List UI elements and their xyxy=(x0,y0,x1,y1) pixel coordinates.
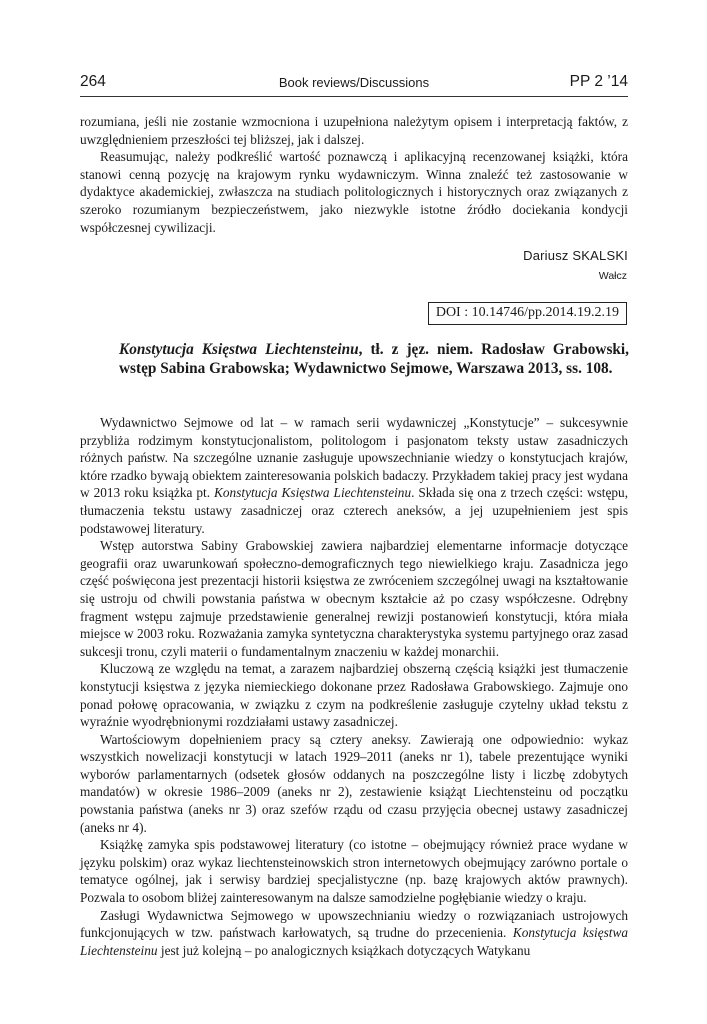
paragraph xyxy=(80,414,628,537)
text-run-italic: Konstytucja Księstwa Liechtensteinu xyxy=(214,485,412,501)
paragraph: Reasumując, należy podkreślić wartość poznawczą i aplikacyjną recenzowanej książki, która stanowi cenną pozycję na krajowym rynku wydawniczym. Winna znaleźć też zastosowanie w dydaktyce akademickiej, zwłaszcza na studiach politologicznych i historycznych oraz związanych z szeroko rozumianym bezpieczeństwem, jako niezwykle istotne źródło dociekania kondycji współczesnej cywilizacji. xyxy=(80,149,628,235)
text-run: Wydawnictwo Sejmowe od lat – w ramach serii wydawniczej „Konstytucje” – sukcesywnie przybliża rodzimym konstytucjonalistom, politologom i pasjonatom teksty ustaw zasadniczych różnych państw. Na szczególne uznanie zasługuje upowszechnianie wiedzy o konstytucjach krajów, które rzadko bywają obiektem zainteresowania polskich badaczy. Przykładem takiej pracy jest wydana w 2013 roku książka pt. xyxy=(80,415,628,501)
paragraph xyxy=(80,907,628,960)
book-details: , tł. z jęz. niem. Radosław Grabowski, wstęp Sabina Grabowska; Wydawnictwo Sejmowe, Warszawa 2013, ss. 108. xyxy=(119,341,629,377)
paragraph: Książkę zamyka spis podstawowej literatury (co istotne – obejmujący również prace wydane w języku polskim) oraz wykaz liechtensteinowskich stron internetowych obejmujący zarówno portale o tematyce ogólnej, jak i serwisy bardziej specjalistyczne (np. bazę krajowych aktów prawnych). Pozwala to osobom bliżej zainteresowanym na dalsze samodzielne pogłębianie wiedzy o kraju. xyxy=(80,837,628,906)
review-body xyxy=(80,414,628,959)
reviewer-name: Dariusz SKALSKI xyxy=(523,248,628,263)
journal-issue: PP 2 ’14 xyxy=(569,73,628,90)
paragraph: Wstęp autorstwa Sabiny Grabowskiej zawiera najbardziej elementarne informacje dotyczące geografii oraz uwarunkowań społeczno-demograficznych tego niewielkiego kraju. Zasadnicza jego część poświęcona jest prezentacji historii księstwa ze zwróceniem szczególnej uwagi na kształtowanie się ustroju od chwili powstania państwa w obecnym kształcie aż po czasy współczesne. Odrębny fragment wstępu zajmuje przedstawienie generalnej rewizji postanowień konstytucji, która miała miejsce w 2003 roku. Rozważania zamyka syntetyczna charakterystyka systemu partyjnego oraz zasad sukcesji tronu, czyli materii o fundamentalnym znaczeniu w każdej monarchii. xyxy=(80,538,628,659)
book-title-italic: Konstytucja Księstwa Liechtensteinu xyxy=(119,341,359,358)
text-run: . Składa się ona z trzech części: wstępu, tłumaczenia tekstu ustawy zasadniczej oraz czterech aneksów, a jej uzupełnieniem jest spis podstawowej literatury. xyxy=(80,485,629,536)
text-run-italic: Konstytucja księstwa Liechtensteinu xyxy=(80,925,628,958)
text-run: Zasługi Wydawnictwa Sejmowego w upowszechnianiu wiedzy o rozwiązaniach ustrojowych funkcjonujących w tzw. państwach karłowatych, są trudne do przecenienia. xyxy=(80,907,628,941)
reviewed-book-citation xyxy=(119,340,629,378)
header-rule xyxy=(80,96,628,97)
text-run: jest już kolejną – po analogicznych książkach dotyczących Watykanu xyxy=(157,942,531,958)
paragraph: rozumiana, jeśli nie zostanie wzmocniona i uzupełniona należytym opisem i interpretacją faktów, z uwzględnieniem przeszłości tej bliższej, jak i dalszej. xyxy=(80,114,628,147)
paragraph: Kluczową ze względu na temat, a zarazem najbardziej obszerną częścią książki jest tłumaczenie konstytucji księstwa z języka niemieckiego dokonane przez Radosława Grabowskiego. Zajmuje ono ponad połowę opracowania, w związku z czym na podkreślenie zasługuje czytelny układ tekstu z wyraźnie wyodrębnionymi rozdziałami ustawy zasadniczej. xyxy=(80,661,628,730)
section-title: Book reviews/Discussions xyxy=(278,75,430,90)
reviewer-location: Wałcz xyxy=(598,270,627,282)
page-number: 264 xyxy=(80,73,106,90)
paragraph: Wartościowym dopełnieniem pracy są cztery aneksy. Zawierają one odpowiednio: wykaz wszystkich nowelizacji konstytucji w latach 1929–2011 (aneks nr 1), tabele prezentujące wyniki wyborów parlamentarnych (odsetek głosów oddanych na poszczególne listy i liczbę zdobytych mandatów) w okresie 1986–2009 (aneks nr 2), zestawienie książąt Liechtensteinu od początku powstania państwa (aneks nr 3) oraz szefów rządu od czasu przyjęcia obecnej ustawy zasadniczej (aneks nr 4). xyxy=(80,731,628,835)
running-header xyxy=(80,73,628,95)
doi-box: DOI : 10.14746/pp.2014.19.2.19 xyxy=(428,302,627,325)
previous-review-ending xyxy=(80,113,628,236)
